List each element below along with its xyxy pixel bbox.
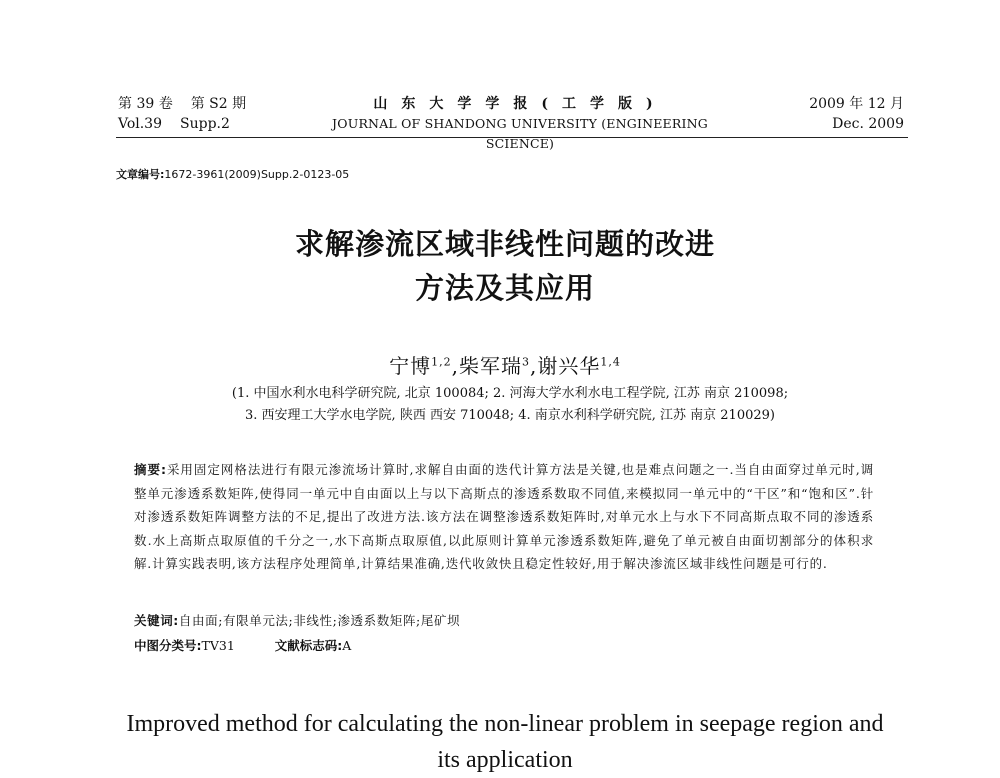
header-rule (116, 137, 908, 138)
document-code (275, 636, 352, 654)
clc-value: TV31 (201, 638, 235, 653)
affiliation-line: 3. 西安理工大学水电学院, 陕西 西安 710048; 4. 南京水利科学研究院, 江苏 南京 210029) (245, 408, 775, 423)
journal-name (300, 94, 740, 154)
abstract-label: 摘要: (134, 462, 167, 477)
article-number-value: 1672-3961(2009)Supp.2-0123-05 (164, 168, 350, 181)
journal-date (809, 94, 904, 134)
affiliations (130, 383, 890, 427)
issue-cn: 第 S2 期 (190, 96, 247, 112)
english-title: Improved method for calculating the non-linear problem in seepage region and its application (126, 711, 884, 773)
document-code-label: 文献标志码: (274, 638, 343, 653)
author-name: 柴军瑞 (459, 354, 522, 378)
volume-cn: 第 39 卷 (118, 96, 173, 112)
author-list (160, 350, 850, 379)
keywords (134, 611, 874, 629)
paper-title (160, 222, 850, 310)
author-affiliation-mark: 3 (522, 355, 530, 369)
issue-en: Supp.2 (180, 116, 230, 132)
volume-en: Vol.39 (118, 116, 162, 132)
article-number (116, 166, 349, 182)
journal-volume-issue (118, 94, 246, 134)
author-separator: , (530, 354, 538, 378)
affiliation-line: (1. 中国水利水电科学研究院, 北京 100084; 2. 河海大学水利水电工程学院, 江苏 南京 210098; (231, 386, 789, 401)
keywords-label: 关键词: (134, 613, 179, 628)
author-affiliation-mark: 1,4 (600, 355, 621, 369)
title-line-1: 求解渗流区域非线性问题的改进 (294, 227, 715, 261)
date-en: Dec. 2009 (832, 116, 904, 132)
author-separator: , (451, 354, 459, 378)
date-cn: 2009 年 12 月 (809, 96, 904, 112)
document-code-value: A (342, 638, 352, 653)
clc-code (134, 636, 235, 654)
abstract (134, 458, 874, 576)
clc-label: 中图分类号: (134, 638, 202, 653)
article-number-label: 文章编号: (116, 168, 165, 181)
title-line-2: 方法及其应用 (414, 271, 595, 305)
author-name: 谢兴华 (537, 354, 601, 378)
classification (134, 636, 351, 654)
author-name: 宁博 (389, 354, 432, 378)
journal-name-en: JOURNAL OF SHANDONG UNIVERSITY (ENGINEERING SCIENCE) (332, 116, 708, 151)
journal-name-cn: 山东大学学报(工学版) (373, 96, 667, 112)
keywords-text: 自由面;有限单元法;非线性;渗透系数矩阵;尾矿坝 (178, 613, 461, 628)
abstract-text: 采用固定网格法进行有限元渗流场计算时,求解自由面的迭代计算方法是关键,也是难点问题之一.当自由面穿过单元时,调整单元渗透系数矩阵,使得同一单元中自由面以上与以下高斯点的渗透系数取不同值,来模拟同一单元中的“干区”和“饱和区”.针对渗透系数矩阵调整方法的不足,提出了改进方法.该方法在调整渗透系数矩阵时,对单元水上与水下不同高斯点取不同的渗透系数.水上高斯点取原值的千分之一,水下高斯点取原值,以此原则计算单元渗透系数矩阵,避免了单元被自由面切割部分的体积求解.计算实践表明,该方法程序处理简单,计算结果准确,迭代收敛快且稳定性较好,用于解决渗流区域非线性问题是可行的. (134, 462, 874, 571)
author-affiliation-mark: 1,2 (431, 355, 452, 369)
